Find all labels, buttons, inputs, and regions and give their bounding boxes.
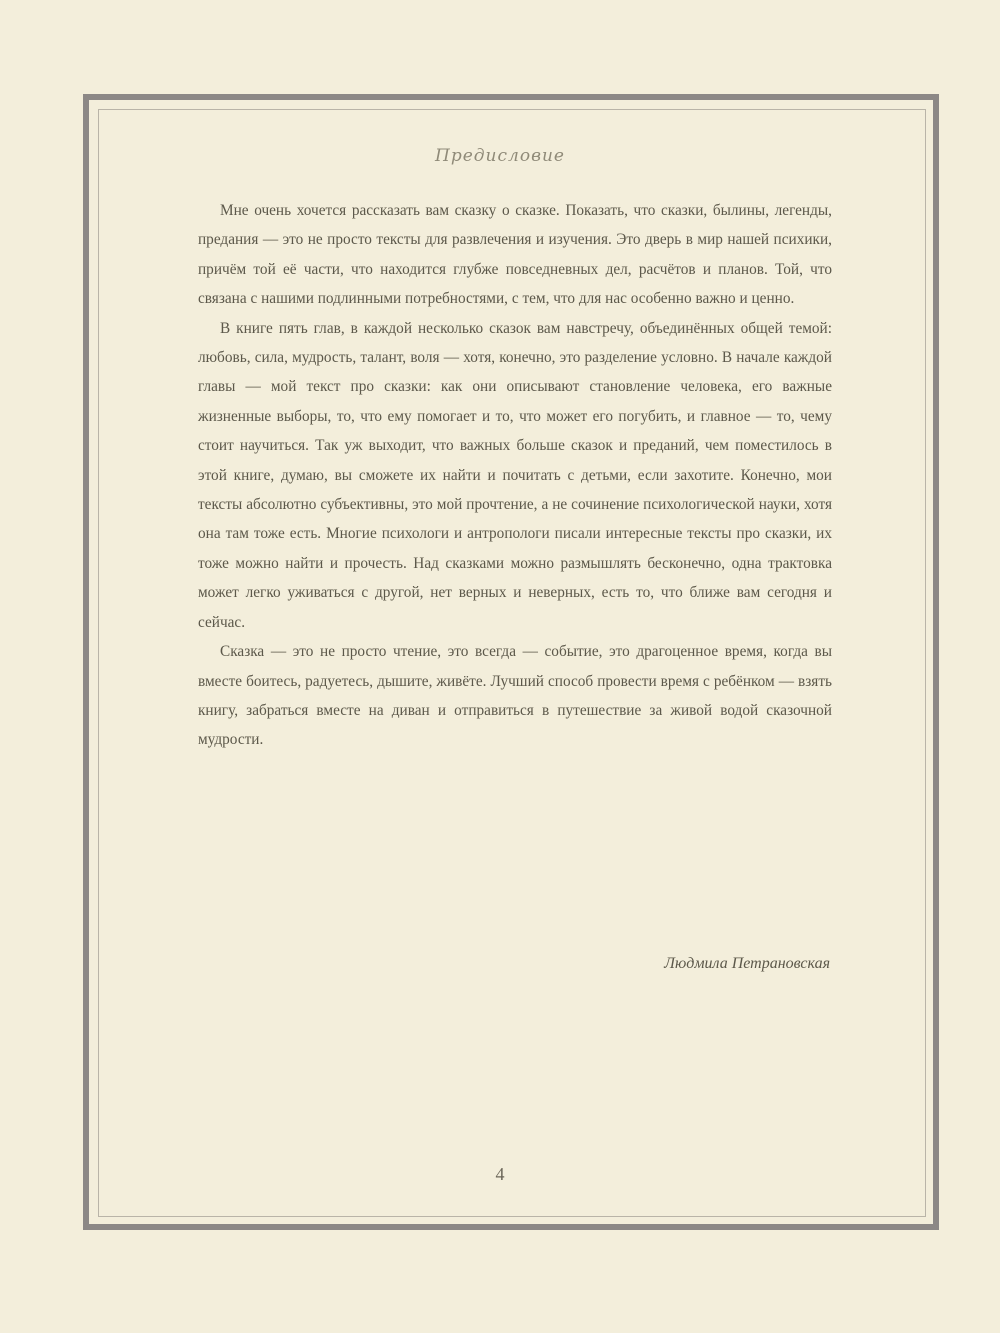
page-number: 4 — [495, 1164, 505, 1184]
page-heading: Предисловие — [435, 146, 565, 166]
paragraph-3: Сказка — это не просто чтение, это всегда — событие, это драгоценное время, когда вы вместе боитесь, радуетесь, дышите, живёте. Лучший способ провести время с ребёнком — взять книгу, забраться вместе на диван и отправиться в путешествие за живой водой сказочной мудрости. — [198, 643, 832, 749]
paragraph-1: Мне очень хочется рассказать вам сказку о сказке. Показать, что сказки, былины, легенды, предания — это не просто тексты для развлечения и изучения. Это дверь в мир нашей психики, причём той её части, что находится глубже повседневных дел, расчётов и планов. Той, что связана с нашими подлинными потребностями, с тем, что для нас особенно важно и ценно. — [198, 202, 832, 308]
body-text — [198, 196, 832, 755]
paragraph-2: В книге пять глав, в каждой несколько сказок вам навстречу, объединённых общей темой: любовь, сила, мудрость, талант, воля — хотя, конечно, это разделение условно. В начале каждой главы — мой текст про сказки: как они описывают становление человека, его важные жизненные выборы, то, что ему помогает и то, что может его погубить, и главное — то, чему стоит научиться. Так уж выходит, что важных больше сказок и преданий, чем поместилось в этой книге, думаю, вы сможете их найти и почитать с детьми, если захотите. Конечно, мои тексты абсолютно субъективны, это мой прочтение, а не сочинение психологической науки, хотя она там тоже есть. Многие психологи и антропологи писали интересные тексты про сказки, их тоже можно найти и прочесть. Над сказками можно размышлять бесконечно, одна трактовка может легко уживаться с другой, нет верных и неверных, есть то, что ближе вам сегодня и сейчас. — [198, 319, 832, 631]
author-signature: Людмила Петрановская — [664, 955, 830, 972]
